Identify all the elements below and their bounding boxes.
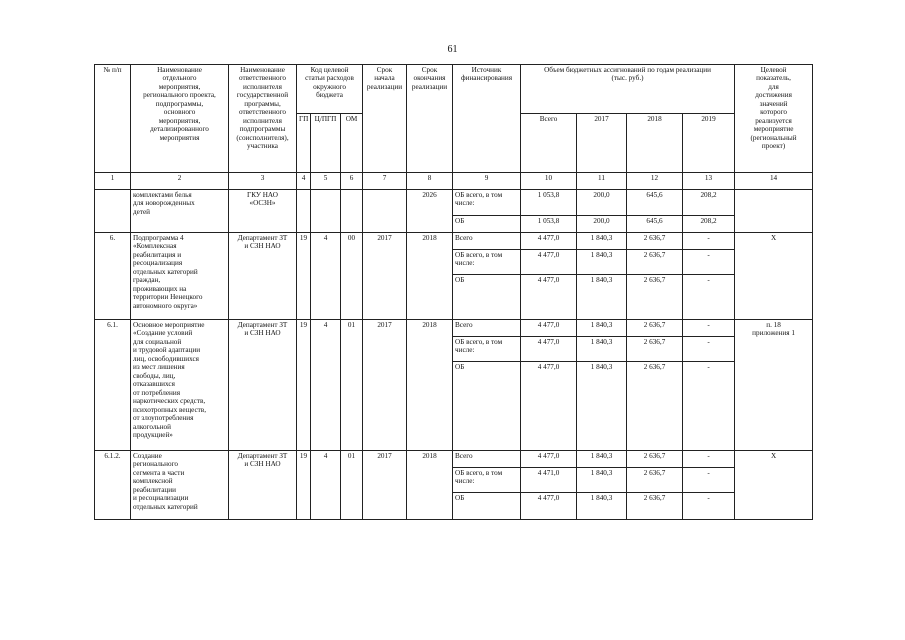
cell-source: Всего xyxy=(453,320,521,337)
cell-total: 4 477,0 xyxy=(521,493,577,520)
cell-number: 6.1. xyxy=(95,320,131,451)
cell-2019: - xyxy=(683,337,735,362)
cell-number: 6.1.2. xyxy=(95,451,131,520)
cell-end: 2018 xyxy=(407,233,453,320)
cell-code-gp xyxy=(297,190,311,233)
cell-start: 2017 xyxy=(363,451,407,520)
cell-code-cpgp: 4 xyxy=(311,451,341,520)
cell-2018: 645,6 xyxy=(627,190,683,216)
cell-event-name: комплектами белья для новорожденных детей xyxy=(131,190,229,233)
cell-executor: Департамент ЗТ и СЗН НАО xyxy=(229,451,297,520)
cell-number xyxy=(95,190,131,233)
column-index: 6 xyxy=(341,173,363,190)
cell-event-name: Подпрограмма 4 «Комплексная реабилитация и ресоциализация отдельных категорий граждан, проживающих на территории Ненецкого автономного округа» xyxy=(131,233,229,320)
cell-2019: - xyxy=(683,468,735,493)
cell-code-om: 00 xyxy=(341,233,363,320)
cell-2019: 208,2 xyxy=(683,190,735,216)
cell-code-cpgp: 4 xyxy=(311,320,341,451)
budget-table xyxy=(94,64,813,520)
cell-target: п. 18 приложения 1 xyxy=(735,320,813,451)
cell-total: 4 477,0 xyxy=(521,275,577,320)
header-2017: 2017 xyxy=(577,114,627,173)
cell-end: 2018 xyxy=(407,451,453,520)
cell-2017: 1 840,3 xyxy=(577,233,627,250)
cell-2018: 645,6 xyxy=(627,216,683,233)
cell-event-name: Создание регионального сегмента в части комплексной реабилитации и ресоциализации отдельных категорий xyxy=(131,451,229,520)
cell-start: 2017 xyxy=(363,233,407,320)
cell-total: 4 477,0 xyxy=(521,362,577,451)
table-row xyxy=(95,451,813,468)
cell-total: 4 477,0 xyxy=(521,451,577,468)
column-index: 11 xyxy=(577,173,627,190)
cell-total: 4 477,0 xyxy=(521,233,577,250)
header-executor: Наименование ответственного исполнителя государственной программы, ответственного исполнителя подпрограммы (соисполнителя), участника xyxy=(229,65,297,173)
column-index: 9 xyxy=(453,173,521,190)
header-code-group: Код целевой статьи расходов окружного бюджета xyxy=(297,65,363,114)
cell-2018: 2 636,7 xyxy=(627,320,683,337)
cell-source: ОБ всего, в том числе: xyxy=(453,190,521,216)
header-2018: 2018 xyxy=(627,114,683,173)
cell-source: ОБ xyxy=(453,216,521,233)
column-index: 3 xyxy=(229,173,297,190)
cell-2019: 208,2 xyxy=(683,216,735,233)
cell-2019: - xyxy=(683,320,735,337)
cell-2019: - xyxy=(683,250,735,275)
cell-code-gp: 19 xyxy=(297,451,311,520)
cell-2017: 1 840,3 xyxy=(577,337,627,362)
cell-total: 4 477,0 xyxy=(521,337,577,362)
cell-start xyxy=(363,190,407,233)
header-start: Срок начала реализации xyxy=(363,65,407,173)
cell-2018: 2 636,7 xyxy=(627,233,683,250)
cell-target: Х xyxy=(735,451,813,520)
header-budget-group: Объем бюджетных ассигнований по годам реализации (тыс. руб.) xyxy=(521,65,735,114)
cell-total: 4 477,0 xyxy=(521,320,577,337)
cell-2017: 200,0 xyxy=(577,190,627,216)
cell-source: Всего xyxy=(453,233,521,250)
column-index: 14 xyxy=(735,173,813,190)
cell-total: 4 471,0 xyxy=(521,468,577,493)
header-event-name: Наименование отдельного мероприятия, регионального проекта, подпрограммы, основного мероприятия, детализированного мероприятия xyxy=(131,65,229,173)
cell-source: ОБ xyxy=(453,275,521,320)
cell-2019: - xyxy=(683,451,735,468)
cell-2018: 2 636,7 xyxy=(627,275,683,320)
cell-2018: 2 636,7 xyxy=(627,493,683,520)
cell-2017: 1 840,3 xyxy=(577,493,627,520)
cell-2019: - xyxy=(683,493,735,520)
cell-total: 1 053,8 xyxy=(521,216,577,233)
column-index: 10 xyxy=(521,173,577,190)
cell-2019: - xyxy=(683,275,735,320)
cell-end: 2026 xyxy=(407,190,453,233)
cell-target xyxy=(735,190,813,233)
column-index: 12 xyxy=(627,173,683,190)
header-total: Всего xyxy=(521,114,577,173)
cell-code-om: 01 xyxy=(341,451,363,520)
cell-code-cpgp: 4 xyxy=(311,233,341,320)
column-index: 5 xyxy=(311,173,341,190)
header-row-1 xyxy=(95,65,813,114)
header-2019: 2019 xyxy=(683,114,735,173)
table-row xyxy=(95,320,813,337)
cell-executor: Департамент ЗТ и СЗН НАО xyxy=(229,233,297,320)
header-source: Источник финансирования xyxy=(453,65,521,173)
column-index: 7 xyxy=(363,173,407,190)
cell-code-om xyxy=(341,190,363,233)
cell-code-gp: 19 xyxy=(297,233,311,320)
cell-source: ОБ xyxy=(453,362,521,451)
cell-number: 6. xyxy=(95,233,131,320)
column-index: 1 xyxy=(95,173,131,190)
cell-event-name: Основное мероприятие «Создание условий для социальной и трудовой адаптации лиц, освободившихся из мест лишения свободы, лиц, отказавшихся от потребления наркотических средств, психотропных веществ, от злоупотребления алкогольной продукцией» xyxy=(131,320,229,451)
column-index: 2 xyxy=(131,173,229,190)
cell-2018: 2 636,7 xyxy=(627,468,683,493)
cell-2018: 2 636,7 xyxy=(627,250,683,275)
cell-source: ОБ всего, в том числе: xyxy=(453,337,521,362)
cell-2017: 1 840,3 xyxy=(577,451,627,468)
cell-2017: 1 840,3 xyxy=(577,320,627,337)
cell-2019: - xyxy=(683,362,735,451)
header-code-om: ОМ xyxy=(341,114,363,173)
cell-total: 1 053,8 xyxy=(521,190,577,216)
table-row xyxy=(95,190,813,216)
table-row xyxy=(95,233,813,250)
cell-2017: 1 840,3 xyxy=(577,468,627,493)
cell-2017: 200,0 xyxy=(577,216,627,233)
column-index-row xyxy=(95,173,813,190)
header-end: Срок окончания реализации xyxy=(407,65,453,173)
cell-2018: 2 636,7 xyxy=(627,337,683,362)
cell-source: Всего xyxy=(453,451,521,468)
header-target: Целевой показатель, для достижения значений которого реализуется мероприятие (региональный проект) xyxy=(735,65,813,173)
cell-source: ОБ всего, в том числе: xyxy=(453,468,521,493)
cell-executor: ГКУ НАО «ОСЗН» xyxy=(229,190,297,233)
cell-source: ОБ xyxy=(453,493,521,520)
column-index: 4 xyxy=(297,173,311,190)
cell-end: 2018 xyxy=(407,320,453,451)
cell-executor: Департамент ЗТ и СЗН НАО xyxy=(229,320,297,451)
column-index: 13 xyxy=(683,173,735,190)
cell-source: ОБ всего, в том числе: xyxy=(453,250,521,275)
cell-2018: 2 636,7 xyxy=(627,362,683,451)
column-index: 8 xyxy=(407,173,453,190)
cell-code-om: 01 xyxy=(341,320,363,451)
cell-2018: 2 636,7 xyxy=(627,451,683,468)
header-code-gp: ГП xyxy=(297,114,311,173)
header-number: № п/п xyxy=(95,65,131,173)
header-code-cpgp: Ц/ПГП xyxy=(311,114,341,173)
cell-start: 2017 xyxy=(363,320,407,451)
cell-2017: 1 840,3 xyxy=(577,275,627,320)
cell-2017: 1 840,3 xyxy=(577,362,627,451)
cell-2019: - xyxy=(683,233,735,250)
cell-2017: 1 840,3 xyxy=(577,250,627,275)
cell-code-cpgp xyxy=(311,190,341,233)
cell-target: Х xyxy=(735,233,813,320)
cell-total: 4 477,0 xyxy=(521,250,577,275)
cell-code-gp: 19 xyxy=(297,320,311,451)
page-number: 61 xyxy=(447,44,458,55)
